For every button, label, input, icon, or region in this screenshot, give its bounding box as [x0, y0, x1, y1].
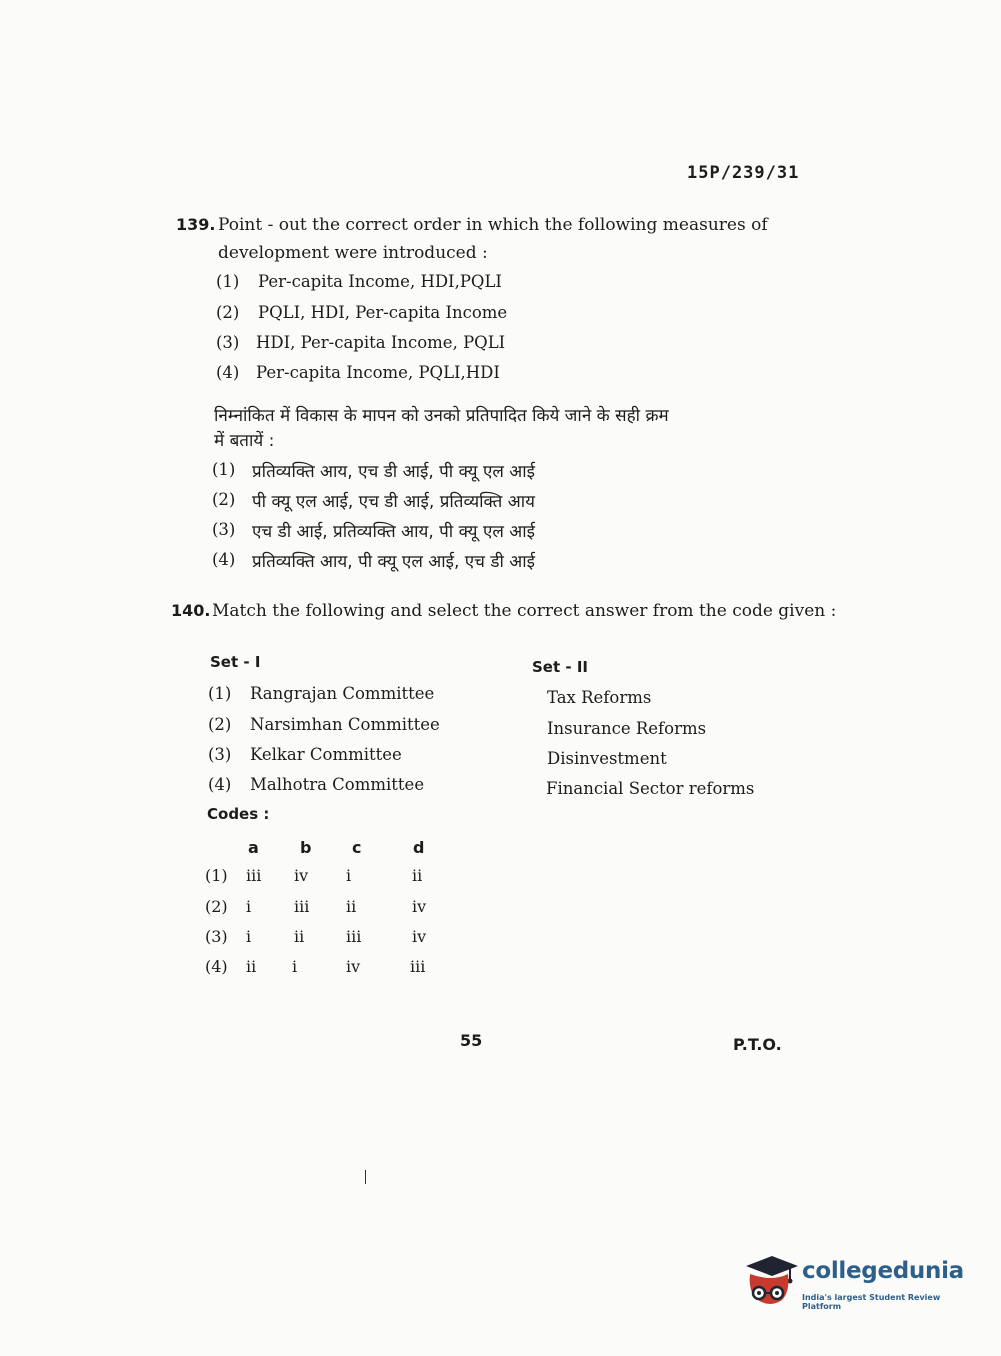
set-1-item-num: (3): [208, 745, 232, 764]
q139-hindi-option-text: पी क्यू एल आई, एच डी आई, प्रतिव्यक्ति आय: [252, 492, 535, 512]
codes-cell: i: [292, 957, 298, 976]
page-number: 55: [460, 1031, 483, 1050]
codes-cell: i: [246, 927, 252, 946]
q139-hindi-option-num: (1): [212, 460, 236, 479]
q139-option-num: (2): [216, 303, 240, 322]
set-1-item-text: Narsimhan Committee: [250, 715, 440, 734]
codes-row-num: (4): [205, 957, 228, 976]
set-2-label: Set - II: [532, 658, 588, 676]
collegedunia-watermark: [742, 1248, 972, 1312]
question-140-text: Match the following and select the correct answer from the code given :: [212, 601, 837, 621]
codes-cell: ii: [346, 897, 357, 916]
q139-option-num: (1): [216, 272, 240, 291]
q139-hindi-option-num: (3): [212, 520, 236, 539]
question-number-139: 139.: [176, 215, 216, 234]
codes-cell: iii: [410, 957, 426, 976]
set-2-item: Tax Reforms: [547, 688, 652, 707]
codes-cell: iv: [412, 897, 427, 916]
brand-tagline: India's largest Student Review Platform: [802, 1293, 941, 1311]
codes-cell: ii: [294, 927, 305, 946]
codes-cell: iii: [246, 866, 262, 885]
codes-cell: ii: [412, 866, 423, 885]
q139-option-text: PQLI, HDI, Per-capita Income: [258, 303, 508, 322]
q139-hindi-option-num: (4): [212, 550, 236, 569]
mascot-icon: [742, 1248, 800, 1312]
codes-header: c: [352, 838, 362, 857]
codes-cell: i: [246, 897, 252, 916]
question-139-text-line2: development were introduced :: [218, 243, 488, 263]
q139-option-text: HDI, Per-capita Income, PQLI: [256, 333, 506, 352]
q139-hindi-option-text: एच डी आई, प्रतिव्यक्ति आय, पी क्यू एल आई: [252, 522, 535, 542]
q139-option-text: Per-capita Income, HDI,PQLI: [258, 272, 502, 291]
question-139-hindi-line1: निम्नांकित में विकास के मापन को उनको प्रतिपादित किये जाने के सही क्रम: [214, 406, 669, 426]
q139-hindi-option-text: प्रतिव्यक्ति आय, पी क्यू एल आई, एच डी आई: [252, 552, 535, 572]
codes-cell: iii: [346, 927, 362, 946]
codes-cell: i: [346, 866, 352, 885]
q139-hindi-option-num: (2): [212, 490, 236, 509]
pto-label: P.T.O.: [733, 1035, 782, 1054]
codes-cell: iv: [346, 957, 361, 976]
question-139-text-line1: Point - out the correct order in which the following measures of: [218, 215, 768, 235]
set-1-item-text: Malhotra Committee: [250, 775, 425, 794]
codes-header: d: [413, 838, 425, 857]
codes-cell: ii: [246, 957, 257, 976]
set-1-item-num: (4): [208, 775, 232, 794]
codes-row-num: (3): [205, 927, 228, 946]
codes-cell: iii: [294, 897, 310, 916]
scan-mark: [365, 1170, 366, 1184]
set-1-item-num: (1): [208, 684, 232, 703]
set-1-item-text: Rangrajan Committee: [250, 684, 435, 703]
codes-row-num: (1): [205, 866, 228, 885]
brand-name: collegedunia: [802, 1258, 964, 1284]
codes-cell: iv: [412, 927, 427, 946]
set-2-item: Financial Sector reforms: [546, 779, 755, 798]
set-2-item: Insurance Reforms: [547, 719, 707, 738]
codes-label: Codes :: [207, 805, 270, 823]
set-2-item: Disinvestment: [547, 749, 667, 768]
set-1-item-num: (2): [208, 715, 232, 734]
q139-option-num: (4): [216, 363, 240, 382]
question-number-140: 140.: [171, 601, 211, 620]
q139-hindi-option-text: प्रतिव्यक्ति आय, एच डी आई, पी क्यू एल आई: [252, 462, 535, 482]
codes-cell: iv: [294, 866, 309, 885]
set-1-label: Set - I: [210, 653, 261, 671]
q139-option-num: (3): [216, 333, 240, 352]
codes-header: b: [300, 838, 312, 857]
set-1-item-text: Kelkar Committee: [250, 745, 402, 764]
paper-code: 15P/239/31: [687, 163, 800, 183]
codes-header: a: [248, 838, 259, 857]
q139-option-text: Per-capita Income, PQLI,HDI: [256, 363, 500, 382]
question-139-hindi-line2: में बतायें :: [214, 431, 275, 451]
codes-row-num: (2): [205, 897, 228, 916]
